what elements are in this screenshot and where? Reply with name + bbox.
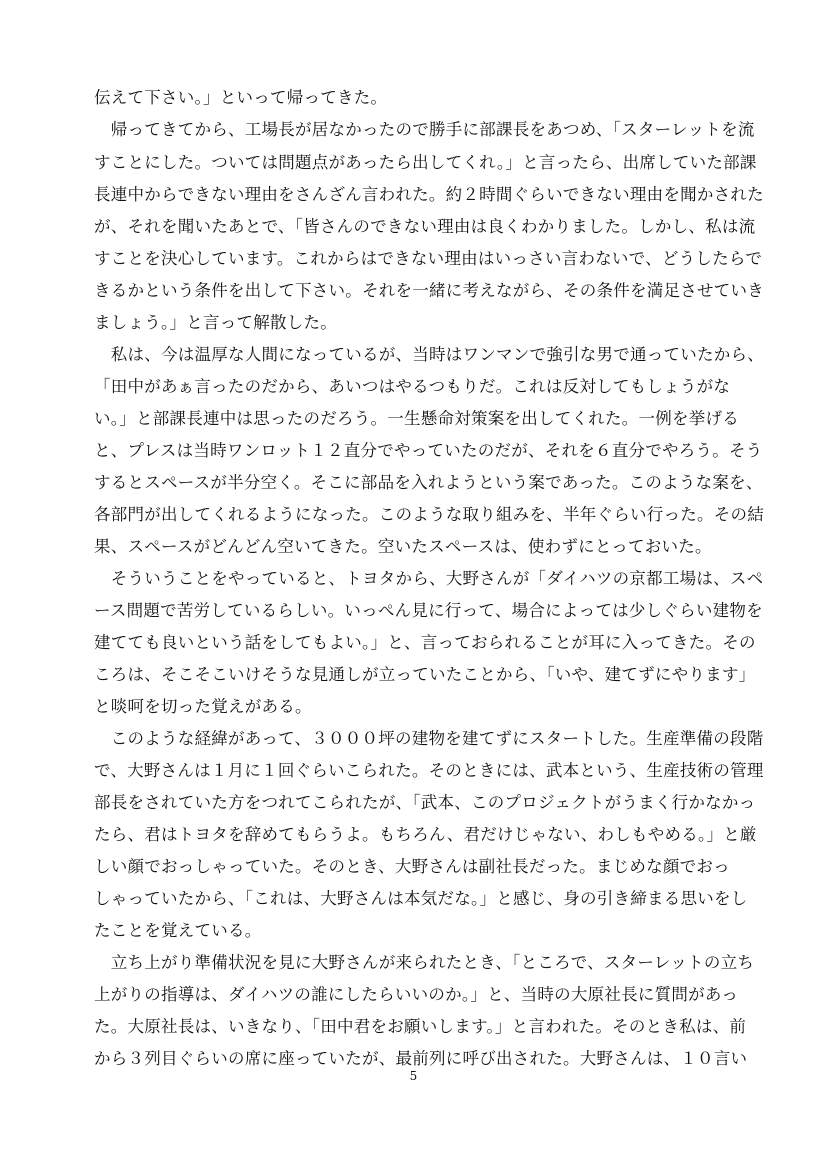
text-line: 「田中があぁ言ったのだから、あいつはやるつもりだ。これは反対してもしょうがな bbox=[94, 377, 731, 396]
text-line: 建てても良いという話をしてもよい。」と、言っておられることが耳に入ってきた。その bbox=[94, 633, 756, 652]
text-line: 伝えて下さい。」といって帰ってきた。 bbox=[94, 88, 388, 107]
text-line: と啖呵を切った覚えがある。 bbox=[94, 697, 312, 716]
text-line: 各部門が出してくれるようになった。このような取り組みを、半年ぐらい行った。その結 bbox=[94, 505, 764, 524]
text-line: しい顔でおっしゃっていた。そのとき、大野さんは副社長だった。まじめな顔でおっ bbox=[94, 857, 730, 876]
text-line: 果、スペースがどんどん空いてきた。空いたスペースは、使わずにとっておいた。 bbox=[94, 537, 712, 556]
text-line: きるかという条件を出して下さい。それを一緒に考えながら、その条件を満足させていき bbox=[94, 281, 764, 300]
text-line: するとスペースが半分空く。そこに部品を入れようという案であった。このような案を、 bbox=[94, 473, 763, 492]
text-line: ース問題で苦労しているらしい。いっぺん見に行って、場合によっては少しぐらい建物を bbox=[94, 601, 763, 620]
text-line: い。」と部課長連中は思ったのだろう。一生懸命対策案を出してくれた。一例を挙げる bbox=[94, 409, 739, 428]
text-line: と、プレスは当時ワンロット１２直分でやっていたのだが、それを６直分でやろう。そう bbox=[94, 441, 763, 460]
text-line: そういうことをやっていると、トヨタから、大野さんが「ダイハツの京都工場は、スペ bbox=[94, 569, 764, 588]
text-line: すことにした。ついては問題点があったら出してくれ。」と言ったら、出席していた部課 bbox=[94, 153, 757, 172]
text-line: が、それを聞いたあとで、「皆さんのできない理由は良くわかりました。しかし、私は流 bbox=[94, 217, 756, 236]
text-line: 帰ってきてから、工場長が居なかったので勝手に部課長をあつめ、「スターレットを流 bbox=[94, 120, 755, 139]
text-line: 部長をされていた方をつれてこられたが、「武本、このプロジェクトがうまく行かなかっ bbox=[94, 793, 756, 812]
text-line: たら、君はトヨタを辞めてもらうよ。もちろん、君だけじゃない、わしもやめる。」と厳 bbox=[94, 825, 757, 844]
text-line: た。大原社長は、いきなり、「田中君をお願いします。」と言われた。そのとき私は、前 bbox=[94, 1017, 747, 1036]
text-line: たことを覚えている。 bbox=[94, 921, 262, 940]
text-line: 私は、今は温厚な人間になっているが、当時はワンマンで強引な男で通っていたから、 bbox=[94, 345, 764, 364]
text-line: で、大野さんは１月に１回ぐらいこられた。そのときには、武本という、生産技術の管理 bbox=[94, 761, 764, 780]
text-line: 立ち上がり準備状況を見に大野さんが来られたとき、「ところで、スターレットの立ち bbox=[94, 953, 755, 972]
text-line: 上がりの指導は、ダイハツの誰にしたらいいのか。」と、当時の大原社長に質問があっ bbox=[94, 985, 739, 1004]
page-number: 5 bbox=[409, 1069, 418, 1083]
text-line: から３列目ぐらいの席に座っていたが、最前列に呼び出された。大野さんは、１０言い bbox=[94, 1049, 748, 1068]
text-line: すことを決心しています。これからはできない理由はいっさい言わないで、どうしたらで bbox=[94, 249, 763, 268]
text-line: しゃっていたから、「これは、大野さんは本気だな。」と感じ、身の引き締まる思いをし bbox=[94, 889, 748, 908]
text-line: 長連中からできない理由をさんざん言われた。約２時間ぐらいできない理由を聞かされた bbox=[94, 185, 764, 204]
text-line: このような経緯があって、３０００坪の建物を建てずにスタートした。生産準備の段階 bbox=[94, 729, 764, 748]
text-line: ましょう。」と言って解散した。 bbox=[94, 313, 337, 332]
text-line: ころは、そこそこいけそうな見通しが立っていたことから、「いや、建てずにやります」 bbox=[94, 665, 756, 684]
